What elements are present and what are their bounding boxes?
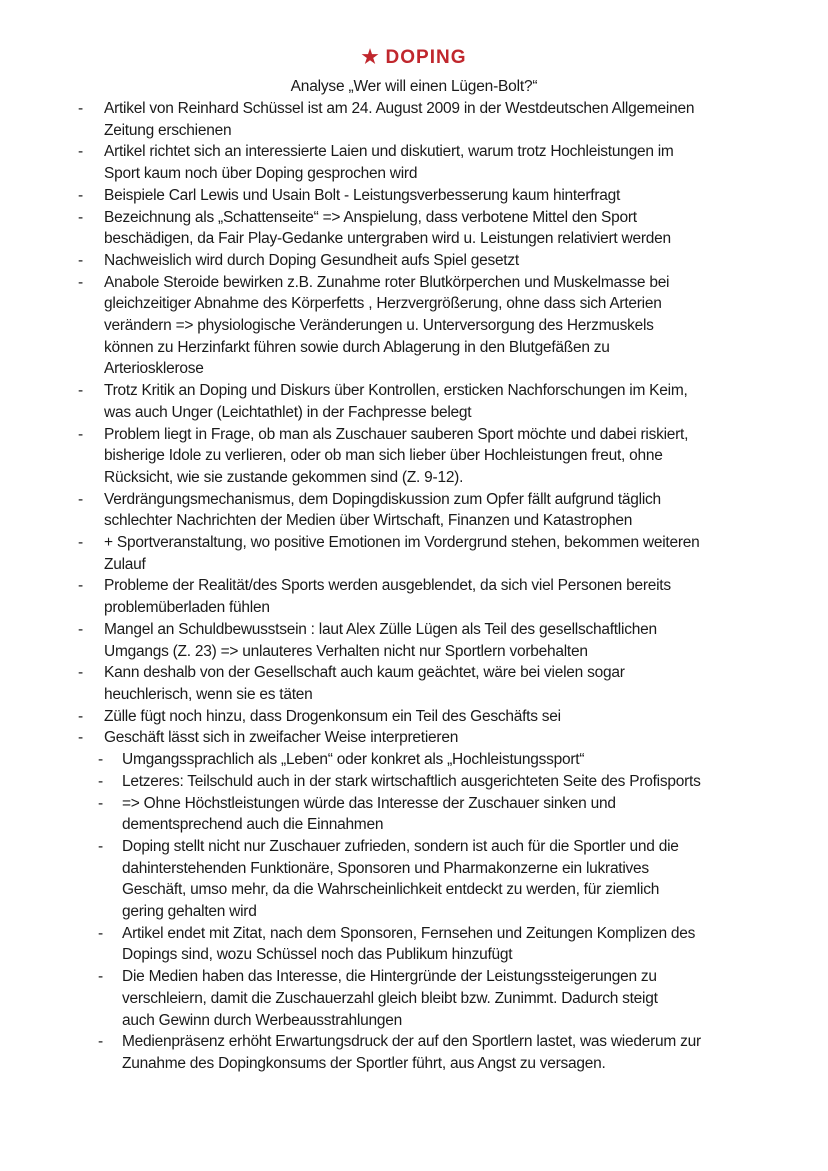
text-line: Medienpräsenz erhöht Erwartungsdruck der auf den Sportlern lastet, was wiederum zur (122, 1033, 701, 1051)
text-line: Anabole Steroide bewirken z.B. Zunahme roter Blutkörperchen und Muskelmasse bei (104, 273, 670, 291)
sub-list-item (0, 749, 828, 771)
bullet-dash: - (98, 751, 103, 769)
bullet-dash: - (78, 382, 83, 400)
item-text (122, 771, 828, 793)
text-line: verändern => physiologische Veränderungen u. Unterversorgung des Herzmuskels (104, 317, 654, 335)
text-line: + Sportveranstaltung, wo positive Emotionen im Vordergrund stehen, bekommen weiteren (104, 534, 700, 552)
item-text (104, 619, 828, 662)
bullet-dash: - (78, 143, 83, 161)
text-line: Artikel von Reinhard Schüssel ist am 24. August 2009 in der Westdeutschen Allgemeinen (104, 100, 695, 117)
text-line: was auch Unger (Leichtathlet) in der Fachpresse belegt (104, 403, 472, 421)
item-text (122, 966, 828, 1031)
list-item (0, 489, 828, 532)
text-line: Zunahme des Dopingkonsums der Sportler führt, aus Angst zu versagen. (122, 1054, 606, 1072)
text-line: Geschäft, umso mehr, da die Wahrscheinlichkeit entdeckt zu werden, für ziemlich (122, 881, 660, 899)
list-item (0, 272, 828, 381)
list-item (0, 380, 828, 423)
item-text (104, 380, 828, 423)
item-text (104, 141, 828, 184)
item-text (104, 250, 828, 272)
text-line: Die Medien haben das Interesse, die Hintergründe der Leistungssteigerungen zu (122, 968, 657, 986)
text-line: Arteriosklerose (104, 360, 204, 378)
bullet-dash: - (78, 208, 83, 226)
sub-list-item (0, 1031, 828, 1074)
text-line: Zülle fügt noch hinzu, dass Drogenkonsum ein Teil des Geschäfts sei (104, 707, 561, 725)
text-line: Artikel richtet sich an interessierte Laien und diskutiert, warum trotz Hochleistungen im (104, 143, 674, 161)
list-item (0, 727, 828, 749)
text-line: Rücksicht, wie sie zustande gekommen sind (Z. 9-12). (104, 468, 464, 486)
text-line: Dopings sind, wozu Schüssel noch das Publikum hinzufügt (122, 946, 513, 964)
bullet-dash: - (98, 772, 103, 790)
text-line: gering gehalten wird (122, 903, 257, 921)
item-text (104, 727, 828, 749)
list-item (0, 98, 828, 141)
text-line: schlechter Nachrichten der Medien über Wirtschaft, Finanzen und Katastrophen (104, 512, 633, 530)
bullet-dash: - (78, 425, 83, 443)
document-subtitle: Analyse „Wer will einen Lügen-Bolt?“ (290, 78, 538, 95)
text-line: dementsprechend auch die Einnahmen (122, 816, 384, 834)
item-text (104, 706, 828, 728)
bullet-dash: - (78, 186, 83, 204)
item-text (122, 1031, 828, 1074)
star-icon: ★ (361, 47, 380, 68)
text-line: können zu Herzinfarkt führen sowie durch Ablagerung in den Blutgefäßen zu (104, 338, 610, 356)
text-line: Trotz Kritik an Doping und Diskurs über Kontrollen, ersticken Nachforschungen im Keim, (104, 382, 688, 400)
text-line: bisherige Idole zu verlieren, oder ob man sich lieber über Hochleistungen freut, ohne (104, 447, 663, 465)
list-item (0, 207, 828, 250)
text-line: Doping stellt nicht nur Zuschauer zufrieden, sondern ist auch für die Sportler und die (122, 837, 679, 855)
list-item (0, 141, 828, 184)
text-line: => Ohne Höchstleistungen würde das Interesse der Zuschauer sinken und (122, 794, 616, 812)
item-text (104, 272, 828, 381)
text-line: Bezeichnung als „Schattenseite“ => Anspielung, dass verbotene Mittel den Sport (104, 208, 637, 226)
bullet-dash: - (78, 620, 83, 638)
text-line: auch Gewinn durch Werbeausstrahlungen (122, 1011, 402, 1029)
text-line: Geschäft lässt sich in zweifacher Weise interpretieren (104, 729, 459, 747)
sub-list-item (0, 966, 828, 1031)
sub-list-item (0, 836, 828, 923)
bullet-dash: - (98, 968, 103, 986)
bullet-dash: - (98, 924, 103, 942)
text-line: Verdrängungsmechanismus, dem Dopingdiskussion zum Opfer fällt aufgrund täglich (104, 490, 661, 508)
bullet-dash: - (78, 577, 83, 595)
text-line: Probleme der Realität/des Sports werden ausgeblendet, da sich viel Personen bereits (104, 577, 671, 595)
item-text (104, 662, 828, 705)
item-text (104, 532, 828, 575)
text-line: Zeitung erschienen (104, 121, 232, 139)
item-text (104, 185, 828, 207)
text-line: verschleiern, damit die Zuschauerzahl gleich bleibt bzw. Zunimmt. Dadurch steigt (122, 989, 658, 1007)
item-text (104, 207, 828, 250)
list-item (0, 250, 828, 272)
text-line: Zulauf (104, 555, 146, 573)
item-text (122, 749, 828, 771)
bullet-dash: - (78, 707, 83, 725)
text-line: Nachweislich wird durch Doping Gesundheit aufs Spiel gesetzt (104, 251, 519, 269)
sub-list-item (0, 793, 828, 836)
list-item (0, 575, 828, 618)
item-text (122, 793, 828, 836)
bullet-dash: - (78, 100, 83, 117)
list-item (0, 619, 828, 662)
text-line: Artikel endet mit Zitat, nach dem Sponsoren, Fernsehen und Zeitungen Komplizen des (122, 924, 696, 942)
text-line: dahinterstehenden Funktionäre, Sponsoren und Pharmakonzerne ein lukratives (122, 859, 649, 877)
text-line: problemüberladen fühlen (104, 599, 270, 617)
text-line: Problem liegt in Frage, ob man als Zuschauer sauberen Sport möchte und dabei riskiert, (104, 425, 689, 443)
item-text (104, 489, 828, 532)
list-item (0, 706, 828, 728)
bullet-dash: - (98, 837, 103, 855)
title-text: DOPING (385, 47, 467, 68)
item-text (122, 923, 828, 966)
list-item (0, 185, 828, 207)
text-line: Umgangs (Z. 23) => unlauteres Verhalten nicht nur Sportlern vorbehalten (104, 642, 588, 660)
item-text (104, 424, 828, 489)
bullet-dash: - (78, 251, 83, 269)
text-line: Mangel an Schuldbewusstsein : laut Alex Zülle Lügen als Teil des gesellschaftlichen (104, 620, 657, 638)
text-line: Umgangssprachlich als „Leben“ oder konkret als „Hochleistungssport“ (122, 751, 585, 769)
text-line: Kann deshalb von der Gesellschaft auch kaum geächtet, wäre bei vielen sogar (104, 664, 625, 682)
bullet-dash: - (78, 664, 83, 682)
list-item (0, 532, 828, 575)
bullet-dash: - (78, 534, 83, 552)
bullet-dash: - (78, 729, 83, 747)
bullet-dash: - (98, 1033, 103, 1051)
bullet-dash: - (78, 273, 83, 291)
text-line: gleichzeitiger Abnahme des Körperfetts , Herzvergrößerung, ohne dass sich Arterien (104, 295, 662, 313)
bullet-dash: - (78, 490, 83, 508)
item-text (104, 575, 828, 618)
document-title (0, 46, 828, 69)
list-item (0, 424, 828, 489)
text-line: heuchlerisch, wenn sie es täten (104, 685, 313, 703)
bullet-dash: - (98, 794, 103, 812)
text-line: Letzeres: Teilschuld auch in der stark wirtschaftlich ausgerichteten Seite des Profisports (122, 772, 701, 790)
text-line: Beispiele Carl Lewis und Usain Bolt - Leistungsverbesserung kaum hinterfragt (104, 186, 621, 204)
text-line: Sport kaum noch über Doping gesprochen wird (104, 165, 418, 183)
list-item (0, 662, 828, 705)
item-text (122, 836, 828, 923)
text-line: beschädigen, da Fair Play-Gedanke untergraben wird u. Leistungen relativiert werden (104, 230, 671, 248)
sub-list-item (0, 923, 828, 966)
sub-list-item (0, 771, 828, 793)
bullet-list (0, 98, 828, 1075)
item-text (104, 98, 828, 141)
